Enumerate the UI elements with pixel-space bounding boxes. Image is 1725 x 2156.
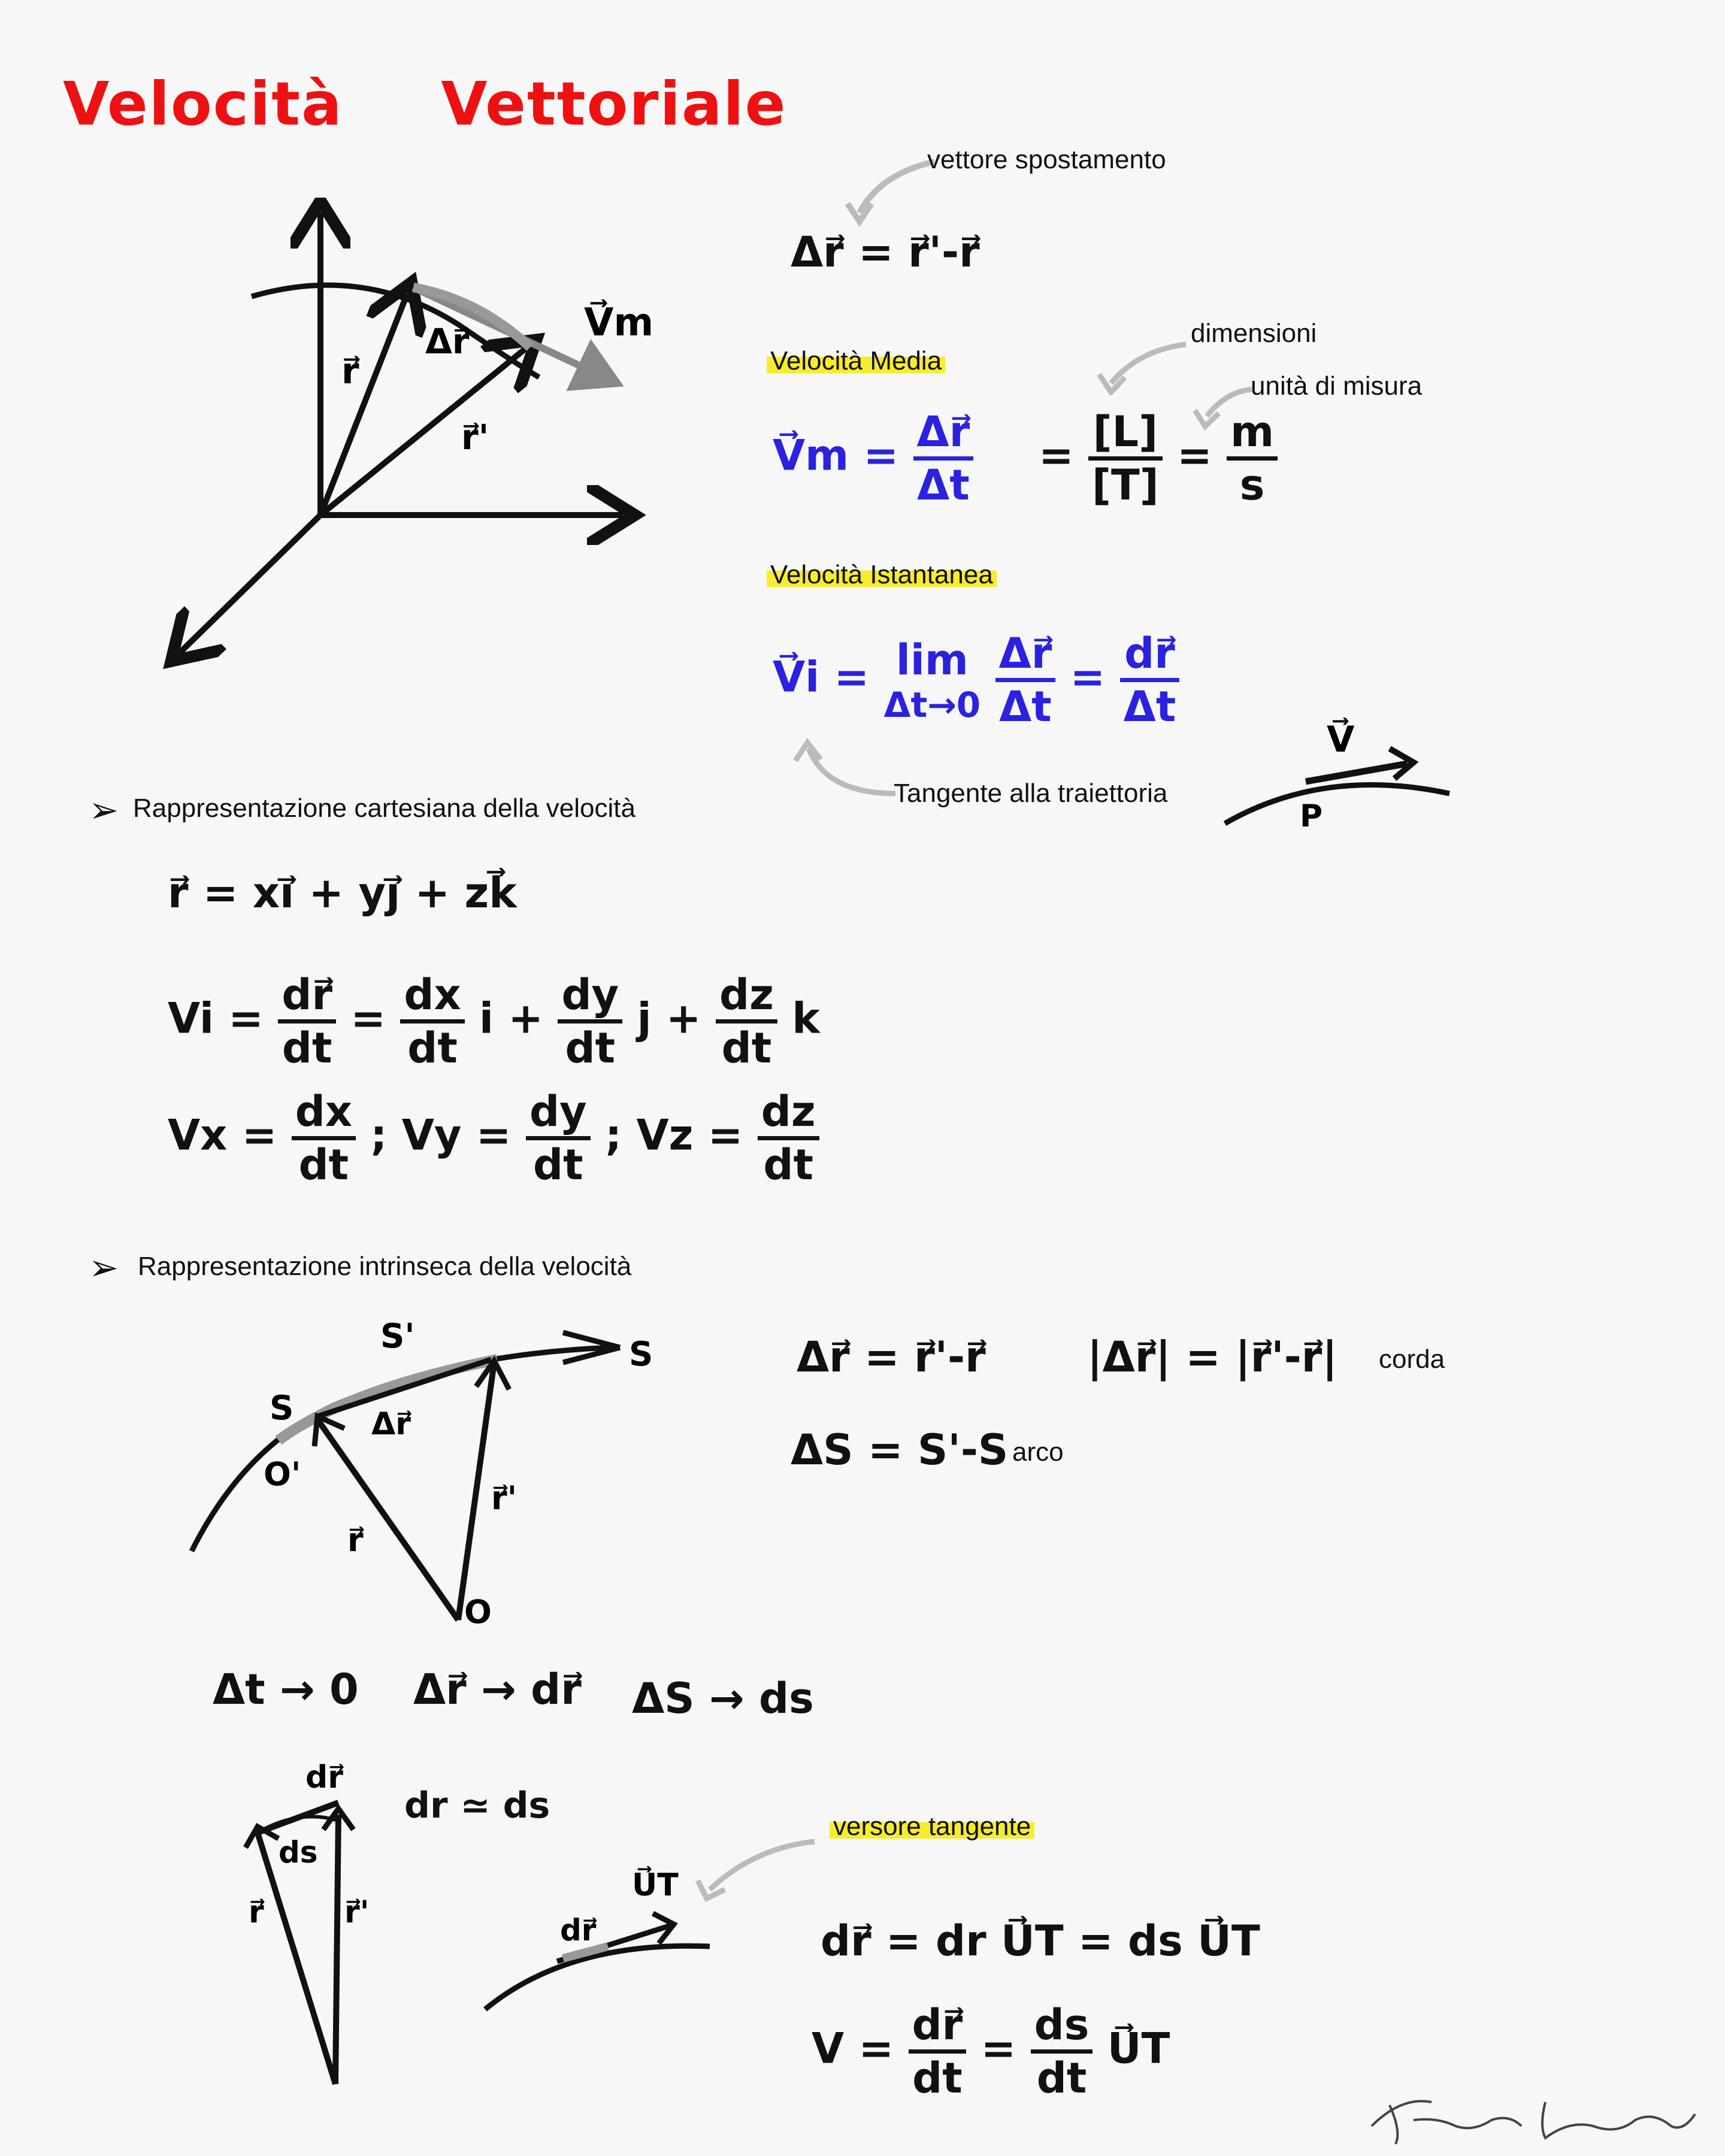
vcart-f2n: dx [400, 970, 464, 1024]
label-ds: ds [279, 1835, 318, 1870]
curved-arrow-2 [1096, 335, 1192, 395]
dim-fraction [1088, 407, 1163, 510]
v-d2: dt [1036, 2054, 1087, 2103]
dim-num: [L] [1088, 407, 1163, 461]
label-r: r⃗ [341, 350, 359, 392]
vm-num: Δr⃗ [913, 407, 974, 461]
eq-delta-r-2: Δr⃗ = r⃗'-r⃗ [797, 1333, 986, 1382]
vcart-lhs: Vi = [168, 994, 264, 1043]
vy-d: dt [533, 1140, 583, 1189]
vi-lim-sub: Δt→0 [883, 684, 981, 725]
vcart-t2: i + [479, 994, 544, 1043]
dim-eq-1: = [1038, 431, 1074, 480]
unit-fraction [1227, 407, 1278, 510]
v-n2: ds [1031, 2000, 1093, 2054]
note-corda: corda [1379, 1345, 1445, 1374]
unit-tangent-diagram [479, 1851, 719, 2030]
label-s-prime: S' [380, 1317, 415, 1356]
vz-n: dz [758, 1087, 819, 1140]
vi-den: Δt [999, 682, 1052, 731]
v-lhs: V = [812, 2024, 894, 2073]
eq-limit-1: Δt → 0 [213, 1665, 359, 1714]
label-o: O [464, 1593, 492, 1631]
note-dimensioni: dimensioni [1191, 319, 1317, 348]
label-r-prime-2: r⃗' [491, 1479, 518, 1517]
intrinsic-diagram [180, 1312, 695, 1647]
eq-velocita-istantanea [773, 629, 1179, 731]
vcart-t4: k [792, 994, 820, 1043]
vcart-f1 [278, 970, 336, 1073]
note-tangente: Tangente alla traiettoria [894, 779, 1168, 808]
vm-den: Δt [917, 461, 970, 510]
eq-delta-s: ΔS = S'-S [791, 1425, 1009, 1474]
vi-lim: lim [895, 635, 969, 685]
label-r-prime: r⃗' [461, 417, 489, 458]
title-word-1: Velocità [63, 69, 343, 139]
heading-intrinseca: Rappresentazione intrinseca della velocità [138, 1252, 632, 1281]
vcart-f4d: dt [721, 1024, 772, 1073]
eq-limit-3: ΔS → ds [632, 1674, 814, 1723]
vi-den-2: Δt [1123, 682, 1176, 731]
eq-v-cartesian: Vi = $\frac{dr⃗}{dt}$ = $\frac{dx}{dt}$ i + $\frac{dy}{dt}$ j + $\frac{dz}{dt}$ k [168, 970, 820, 1073]
curved-arrow-4 [791, 737, 898, 803]
triangle-arrow-icon-2: ➢ [89, 1247, 119, 1289]
unit-den: s [1239, 461, 1265, 510]
vm-fraction [913, 407, 974, 510]
z-axis [180, 515, 320, 653]
page-title [63, 69, 786, 139]
dim-eq-2: = [1177, 431, 1212, 480]
curved-arrow-1 [845, 156, 940, 228]
label-velocita-istantanea: Velocità Istantanea [767, 560, 997, 590]
vcart-f3n: dy [558, 970, 622, 1024]
vy-lhs: ; Vy = [370, 1110, 512, 1160]
note-vettore-spostamento: vettore spostamento [927, 145, 1166, 174]
vz-d: dt [763, 1140, 813, 1189]
eq-delta-r: Δr⃗ = r⃗'-r⃗ [791, 228, 980, 277]
vm-lhs: V⃗m = [773, 431, 899, 480]
vx-d: dt [298, 1140, 349, 1189]
label-vm: V⃗m [584, 301, 654, 345]
label-r-2: r⃗ [347, 1521, 364, 1559]
vcart-f4n: dz [716, 970, 777, 1024]
vz-frac [758, 1087, 819, 1189]
vcart-f2 [400, 970, 464, 1073]
triangle-arrow-icon: ➢ [89, 789, 119, 831]
vi-fraction-2 [1120, 629, 1180, 731]
eq-v-components [168, 1087, 819, 1189]
label-versore-tangente: versore tangente [830, 1812, 1034, 1842]
vi-num-2: dr⃗ [1120, 629, 1180, 682]
label-s-right: S [629, 1335, 653, 1374]
vcart-f3d: dt [565, 1024, 616, 1073]
vx-lhs: Vx = [168, 1110, 277, 1160]
dim-den: [T] [1092, 461, 1159, 510]
label-delta-r-2: Δr⃗ [371, 1406, 411, 1442]
vx-frac [292, 1087, 356, 1189]
vcart-f1n: dr⃗ [278, 970, 336, 1024]
eq-limit-2: Δr⃗ → dr⃗ [413, 1665, 582, 1714]
vi-num: Δr⃗ [995, 629, 1056, 682]
title-word-2: Vettoriale [441, 69, 787, 139]
label-v: V⃗ [1327, 719, 1355, 761]
label-ut: U⃗T [632, 1867, 679, 1903]
vi-lhs: V⃗i = [773, 652, 870, 702]
label-velocita-media: Velocità Media [767, 346, 945, 376]
v-d1: dt [912, 2054, 963, 2103]
vi-fraction [995, 629, 1056, 731]
vy-n: dy [526, 1087, 591, 1140]
eq-velocita-media [773, 407, 1278, 510]
vy-frac [526, 1087, 591, 1189]
velocity-vector-diagram [156, 198, 671, 677]
vcart-f2d: dt [407, 1024, 458, 1073]
eq-dr-decomposition: dr⃗ = dr U⃗T = ds U⃗T [821, 1916, 1260, 1966]
dr-ds-diagram [222, 1743, 419, 2102]
vi-eq: = [1070, 652, 1106, 702]
note-unita-di-misura: unità di misura [1251, 371, 1423, 401]
vz-lhs: ; Vz = [605, 1110, 743, 1160]
unit-num: m [1227, 407, 1278, 461]
eq-v-intrinsic: V = $\frac{dr⃗}{dt}$ = $\frac{ds}{dt}$ U⃗T [812, 2000, 1170, 2103]
eq-r-cartesian: r⃗ = xi⃗ + yj⃗ + zk⃗ [168, 868, 517, 917]
vcart-f3 [558, 970, 622, 1073]
v-tail: U⃗T [1107, 2024, 1170, 2073]
vx-n: dx [292, 1087, 356, 1140]
vcart-f4 [716, 970, 777, 1073]
eq-abs-delta-r: |Δr⃗| = |r⃗'-r⃗| [1087, 1333, 1337, 1382]
v-frac-2 [1031, 2000, 1093, 2103]
eq-dr-approx-ds: dr ≃ ds [404, 1785, 550, 1827]
signature [1366, 2084, 1701, 2150]
label-delta-r: Δr⃗ [425, 321, 470, 362]
label-dr: dr⃗ [305, 1760, 343, 1795]
label-dr-2: dr⃗ [560, 1913, 597, 1948]
v-frac-1 [909, 2000, 967, 2103]
label-o-prime: O' [264, 1455, 301, 1493]
v-n1: dr⃗ [909, 2000, 967, 2054]
vcart-f1d: dt [282, 1024, 332, 1073]
label-r-3: r⃗ [249, 1894, 264, 1930]
note-arco: arco [1012, 1437, 1064, 1467]
heading-cartesiana: Rappresentazione cartesiana della velocità [133, 794, 635, 823]
label-s-left: S [270, 1389, 294, 1428]
tangent-diagram [1216, 701, 1467, 838]
label-p: P [1300, 798, 1323, 834]
vcart-t3: j + [637, 994, 701, 1043]
label-r-prime-3: r⃗' [344, 1894, 370, 1930]
